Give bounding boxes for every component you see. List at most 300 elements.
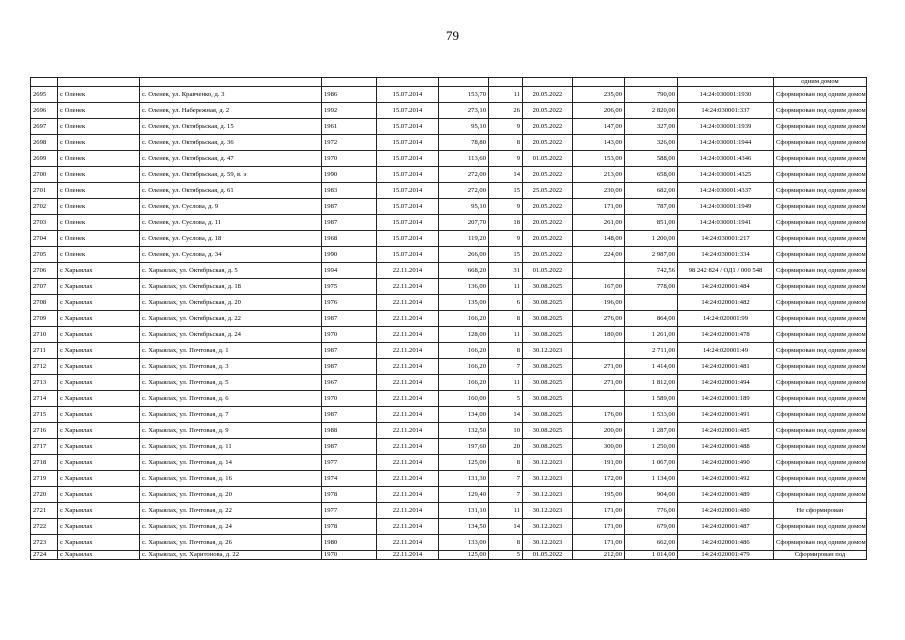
cadastral-number-cell: 14:24:030001:1949 (678, 199, 774, 215)
inspection-date-cell: 30.08.2025 (523, 311, 573, 327)
value-b-cell: 1 287,00 (625, 423, 678, 439)
row-number-cell: 2712 (31, 359, 58, 375)
address-cell: с. Харыялах, ул. Почтовая, д. 1 (140, 343, 322, 359)
value-a-cell: 195,00 (573, 487, 625, 503)
reg-date-cell: 22.11.2014 (377, 455, 439, 471)
unit-count-cell: 11 (489, 279, 523, 295)
area-cell: 166,20 (439, 343, 489, 359)
value-b-cell: 1 589,00 (625, 391, 678, 407)
reg-date-cell: 15.07.2014 (377, 87, 439, 103)
address-cell: с. Харыялах, ул. Октябрьская, д. 24 (140, 327, 322, 343)
locality-cell: с Оленек (58, 135, 140, 151)
land-status-cell: Сформирован под (774, 551, 867, 560)
build-year-cell: 1970 (322, 151, 377, 167)
value-a-cell: 200,00 (573, 423, 625, 439)
page-number: 79 (446, 28, 459, 43)
inspection-date-cell: 01.05.2022 (523, 151, 573, 167)
reg-date-cell: 15.07.2014 (377, 231, 439, 247)
value-b-cell: 1 067,00 (625, 455, 678, 471)
value-b-cell: 326,00 (625, 135, 678, 151)
land-status-cell: Сформирован под одним домом (774, 215, 867, 231)
build-year-cell: 1987 (322, 359, 377, 375)
cadastral-number-cell: 14:24:020001:189 (678, 391, 774, 407)
build-year-cell: 1987 (322, 199, 377, 215)
address-cell: с. Харыялах, ул. Почтовая, д. 11 (140, 439, 322, 455)
area-cell: 134,50 (439, 519, 489, 535)
inspection-date-cell: 20.05.2022 (523, 119, 573, 135)
address-cell: с. Харыялах, ул. Почтовая, д. 22 (140, 503, 322, 519)
area-cell: 134,00 (439, 407, 489, 423)
row-number-cell: 2724 (31, 551, 58, 560)
land-status-cell: Сформирован под одним домом (774, 199, 867, 215)
reg-date-cell: 22.11.2014 (377, 279, 439, 295)
value-b-cell: 1 250,00 (625, 439, 678, 455)
build-year-cell: 1987 (322, 215, 377, 231)
row-number-cell: 2702 (31, 199, 58, 215)
area-cell: 95,10 (439, 119, 489, 135)
unit-count-cell: 11 (489, 503, 523, 519)
inspection-date-cell: 30.12.2023 (523, 471, 573, 487)
row-number-cell: 2704 (31, 231, 58, 247)
value-a-cell: 300,00 (573, 439, 625, 455)
build-year-cell: 1983 (322, 183, 377, 199)
land-status-cell: Сформирован под одним домом (774, 103, 867, 119)
row-number-cell: 2715 (31, 407, 58, 423)
build-year-cell: 1978 (322, 519, 377, 535)
table-row (31, 359, 867, 375)
value-a-cell (573, 263, 625, 279)
value-b-cell: 2 820,00 (625, 103, 678, 119)
address-cell: с. Харыялах, ул. Почтовая, д. 16 (140, 471, 322, 487)
area-cell: 668,20 (439, 263, 489, 279)
unit-count-cell: 8 (489, 535, 523, 551)
table-row (31, 439, 867, 455)
cadastral-number-cell: 14:24:020001:485 (678, 423, 774, 439)
address-cell: с. Оленек, ул. Октябрьская, д. 36 (140, 135, 322, 151)
area-cell: 166,20 (439, 311, 489, 327)
row-number-cell: 2710 (31, 327, 58, 343)
value-b-cell: 1 134,00 (625, 471, 678, 487)
reg-date-cell: 22.11.2014 (377, 423, 439, 439)
value-a-cell: 180,00 (573, 327, 625, 343)
table-row (31, 391, 867, 407)
area-cell: 78,80 (439, 135, 489, 151)
inspection-date-cell: 01.05.2022 (523, 263, 573, 279)
value-b-cell: 778,00 (625, 279, 678, 295)
address-cell: с. Харыялах, ул. Почтовая, д. 7 (140, 407, 322, 423)
inspection-date-cell: 20.05.2022 (523, 199, 573, 215)
area-cell: 125,00 (439, 455, 489, 471)
area-cell: 197,60 (439, 439, 489, 455)
locality-cell: с Харыялах (58, 503, 140, 519)
reg-date-cell: 22.11.2014 (377, 295, 439, 311)
locality-cell: с Оленек (58, 119, 140, 135)
table-row (31, 231, 867, 247)
locality-cell: с Оленек (58, 103, 140, 119)
cadastral-number-cell: 14:24:020001:478 (678, 327, 774, 343)
address-cell: с. Оленек, ул. Кравченко, д. 3 (140, 87, 322, 103)
inspection-date-cell: 30.12.2023 (523, 535, 573, 551)
land-status-cell: Сформирован под одним домом (774, 471, 867, 487)
unit-count-cell: 8 (489, 311, 523, 327)
cadastral-number-cell: 14:24:030001:217 (678, 231, 774, 247)
inspection-date-cell: 30.12.2023 (523, 487, 573, 503)
table-row (31, 263, 867, 279)
table-row (31, 199, 867, 215)
row-number-cell: 2714 (31, 391, 58, 407)
table-row (31, 279, 867, 295)
unit-count-cell: 14 (489, 167, 523, 183)
unit-count-cell: 7 (489, 471, 523, 487)
value-b-cell: 904,00 (625, 487, 678, 503)
value-a-cell: 230,00 (573, 183, 625, 199)
value-a-cell: 148,00 (573, 231, 625, 247)
inspection-date-cell: 30.12.2023 (523, 519, 573, 535)
locality-cell: с Оленек (58, 199, 140, 215)
table-row (31, 215, 867, 231)
unit-count-cell: 7 (489, 359, 523, 375)
value-a-cell: 213,00 (573, 167, 625, 183)
build-year-cell: 1986 (322, 87, 377, 103)
cadastral-number-cell: 14:24:020001:484 (678, 279, 774, 295)
reg-date-cell: 22.11.2014 (377, 471, 439, 487)
build-year-cell: 1987 (322, 439, 377, 455)
build-year-cell: 1970 (322, 551, 377, 560)
inspection-date-cell: 30.08.2025 (523, 375, 573, 391)
value-b-cell: 851,00 (625, 215, 678, 231)
value-a-cell: 271,00 (573, 375, 625, 391)
value-a-cell: 172,00 (573, 471, 625, 487)
build-year-cell: 1987 (322, 407, 377, 423)
locality-cell: с Харыялах (58, 455, 140, 471)
unit-count-cell: 15 (489, 247, 523, 263)
address-cell: с. Харыялах, ул. Почтовая, д. 9 (140, 423, 322, 439)
cadastral-number-cell: 14:24:030001:1939 (678, 119, 774, 135)
value-b-cell: 1 200,00 (625, 231, 678, 247)
reg-date-cell: 15.07.2014 (377, 167, 439, 183)
inspection-date-cell: 30.08.2025 (523, 295, 573, 311)
housing-registry-table (30, 77, 867, 560)
inspection-date-cell: 20.05.2022 (523, 103, 573, 119)
value-a-cell: 171,00 (573, 535, 625, 551)
land-status-cell: Сформирован под одним домом (774, 343, 867, 359)
inspection-date-cell: 30.08.2025 (523, 439, 573, 455)
address-cell: с. Харыялах, ул. Почтовая, д. 5 (140, 375, 322, 391)
reg-date-cell: 22.11.2014 (377, 503, 439, 519)
locality-cell: с Харыялах (58, 279, 140, 295)
area-cell: 272,00 (439, 167, 489, 183)
cadastral-number-cell: 14:24:020001:492 (678, 471, 774, 487)
cadastral-number-cell: 14:24:020001:481 (678, 359, 774, 375)
value-a-cell: 147,00 (573, 119, 625, 135)
row-number-cell: 2706 (31, 263, 58, 279)
inspection-date-cell: 20.05.2022 (523, 87, 573, 103)
unit-count-cell: 5 (489, 391, 523, 407)
unit-count-cell: 18 (489, 215, 523, 231)
inspection-date-cell: 30.08.2025 (523, 359, 573, 375)
table-row (31, 87, 867, 103)
unit-count-cell: 26 (489, 103, 523, 119)
land-status-cell: Сформирован под одним домом (774, 455, 867, 471)
address-cell: с. Оленек, ул. Октябрьская, д. 47 (140, 151, 322, 167)
unit-count-cell: 5 (489, 551, 523, 560)
unit-count-cell: 9 (489, 231, 523, 247)
value-a-cell: 196,00 (573, 295, 625, 311)
land-status-cell: Сформирован под одним домом (774, 407, 867, 423)
build-year-cell: 1990 (322, 247, 377, 263)
locality-cell: с Оленек (58, 183, 140, 199)
build-year-cell: 1992 (322, 103, 377, 119)
value-b-cell: 327,00 (625, 119, 678, 135)
inspection-date-cell: 20.05.2022 (523, 135, 573, 151)
reg-date-cell: 15.07.2014 (377, 151, 439, 167)
build-year-cell: 1975 (322, 279, 377, 295)
table-row (31, 103, 867, 119)
inspection-date-cell: 25.05.2022 (523, 183, 573, 199)
reg-date-cell: 22.11.2014 (377, 327, 439, 343)
unit-count-cell: 6 (489, 295, 523, 311)
area-cell: 166,20 (439, 375, 489, 391)
row-number-cell: 2703 (31, 215, 58, 231)
locality-cell: с Харыялах (58, 311, 140, 327)
reg-date-cell: 22.11.2014 (377, 439, 439, 455)
cadastral-number-cell: 98 242 824 / ОД1 / 000 548 (678, 263, 774, 279)
reg-date-cell: 22.11.2014 (377, 263, 439, 279)
area-cell: 95,10 (439, 199, 489, 215)
land-status-cell: Сформирован под одним домом (774, 279, 867, 295)
table-row (31, 471, 867, 487)
locality-cell: с Оленек (58, 167, 140, 183)
value-b-cell: 588,00 (625, 151, 678, 167)
value-b-cell: 1 812,00 (625, 375, 678, 391)
locality-cell: с Харыялах (58, 519, 140, 535)
table-row (31, 119, 867, 135)
unit-count-cell: 20 (489, 439, 523, 455)
address-cell: с. Оленек, ул. Суслова, д. 18 (140, 231, 322, 247)
inspection-date-cell: 30.08.2025 (523, 327, 573, 343)
row-number-cell: 2699 (31, 151, 58, 167)
locality-cell: с Оленек (58, 215, 140, 231)
value-b-cell: 658,00 (625, 167, 678, 183)
cadastral-number-cell: 14:24:030001:4346 (678, 151, 774, 167)
build-year-cell: 1976 (322, 295, 377, 311)
reg-date-cell: 22.11.2014 (377, 359, 439, 375)
table-row (31, 519, 867, 535)
land-status-cell: Сформирован под одним домом (774, 87, 867, 103)
value-b-cell: 776,00 (625, 503, 678, 519)
area-cell: 207,70 (439, 215, 489, 231)
cadastral-number-cell: 14:24:030001:4325 (678, 167, 774, 183)
value-a-cell: 191,00 (573, 455, 625, 471)
address-cell: с. Оленек, ул. Октябрьская, д. 15 (140, 119, 322, 135)
area-cell: 136,00 (439, 279, 489, 295)
status-cell: одним домом (774, 78, 867, 87)
cadastral-number-cell: 14:24:020001:488 (678, 439, 774, 455)
cadastral-number-cell: 14:24:030001:1941 (678, 215, 774, 231)
row-number-cell: 2722 (31, 519, 58, 535)
build-year-cell: 1968 (322, 231, 377, 247)
inspection-date-cell: 30.08.2025 (523, 391, 573, 407)
value-a-cell: 176,00 (573, 407, 625, 423)
table-row-continuation (31, 78, 867, 87)
table-row (31, 535, 867, 551)
value-a-cell (573, 343, 625, 359)
table-row (31, 423, 867, 439)
address-cell: с. Оленек, ул. Суслова, д. 9 (140, 199, 322, 215)
table-row (31, 375, 867, 391)
address-cell: с. Харыялах, ул. Октябрьская, д. 22 (140, 311, 322, 327)
table-row (31, 455, 867, 471)
address-cell: с. Харыялах, ул. Почтовая, д. 26 (140, 535, 322, 551)
build-year-cell: 1970 (322, 327, 377, 343)
reg-date-cell: 22.11.2014 (377, 311, 439, 327)
value-b-cell: 679,00 (625, 519, 678, 535)
unit-count-cell: 8 (489, 455, 523, 471)
value-a-cell: 271,00 (573, 359, 625, 375)
cadastral-number-cell: 14:24:030001:1930 (678, 87, 774, 103)
row-number-cell: 2705 (31, 247, 58, 263)
unit-count-cell: 9 (489, 199, 523, 215)
address-cell: с. Харыялах, ул. Октябрьская, д. 20 (140, 295, 322, 311)
area-cell: 135,00 (439, 295, 489, 311)
land-status-cell: Сформирован под одним домом (774, 183, 867, 199)
value-b-cell: 682,00 (625, 183, 678, 199)
address-cell: с. Оленек, ул. Набережная, д. 2 (140, 103, 322, 119)
value-a-cell: 153,00 (573, 151, 625, 167)
reg-date-cell: 22.11.2014 (377, 343, 439, 359)
cadastral-number-cell: 14:24:030001:4337 (678, 183, 774, 199)
land-status-cell: Сформирован под одним домом (774, 247, 867, 263)
build-year-cell: 1974 (322, 471, 377, 487)
value-a-cell: 276,00 (573, 311, 625, 327)
inspection-date-cell: 30.12.2023 (523, 343, 573, 359)
cadastral-number-cell: 14:24:020001:480 (678, 503, 774, 519)
reg-date-cell: 22.11.2014 (377, 551, 439, 560)
locality-cell: с Харыялах (58, 391, 140, 407)
area-cell: 166,20 (439, 359, 489, 375)
locality-cell: с Харыялах (58, 551, 140, 560)
reg-date-cell: 22.11.2014 (377, 535, 439, 551)
value-b-cell: 662,00 (625, 535, 678, 551)
locality-cell: с Харыялах (58, 359, 140, 375)
locality-cell: с Харыялах (58, 327, 140, 343)
build-year-cell: 1990 (322, 167, 377, 183)
cadastral-number-cell: 14:24:020001:489 (678, 487, 774, 503)
unit-count-cell: 31 (489, 263, 523, 279)
land-status-cell: Сформирован под одним домом (774, 311, 867, 327)
row-number-cell: 2711 (31, 343, 58, 359)
reg-date-cell: 15.07.2014 (377, 183, 439, 199)
row-number-cell: 2709 (31, 311, 58, 327)
row-number-cell: 2696 (31, 103, 58, 119)
address-cell: с. Харыялах, ул. Почтовая, д. 6 (140, 391, 322, 407)
table-row (31, 343, 867, 359)
locality-cell: с Оленек (58, 231, 140, 247)
value-a-cell: 235,00 (573, 87, 625, 103)
build-year-cell: 1994 (322, 263, 377, 279)
reg-date-cell: 22.11.2014 (377, 519, 439, 535)
address-cell: с. Оленек, ул. Суслова, д. 34 (140, 247, 322, 263)
area-cell: 131,10 (439, 503, 489, 519)
locality-cell: с Харыялах (58, 423, 140, 439)
reg-date-cell: 22.11.2014 (377, 375, 439, 391)
land-status-cell: Сформирован под одним домом (774, 167, 867, 183)
cadastral-number-cell: 14:24:020001:487 (678, 519, 774, 535)
land-status-cell: Сформирован под одним домом (774, 327, 867, 343)
inspection-date-cell: 20.05.2022 (523, 167, 573, 183)
row-number-cell: 2700 (31, 167, 58, 183)
land-status-cell: Сформирован под одним домом (774, 391, 867, 407)
row-number-cell: 2695 (31, 87, 58, 103)
area-cell: 131,30 (439, 471, 489, 487)
area-cell: 160,00 (439, 391, 489, 407)
area-cell: 119,20 (439, 231, 489, 247)
unit-count-cell: 8 (489, 135, 523, 151)
table-row (31, 295, 867, 311)
row-number-cell: 2713 (31, 375, 58, 391)
table-row (31, 327, 867, 343)
cadastral-number-cell: 14:24:020001:99 (678, 311, 774, 327)
reg-date-cell: 22.11.2014 (377, 391, 439, 407)
land-status-cell: Сформирован под одним домом (774, 151, 867, 167)
build-year-cell: 1967 (322, 375, 377, 391)
address-cell: с. Харыялах, ул. Почтовая, д. 14 (140, 455, 322, 471)
inspection-date-cell: 01.05.2022 (523, 551, 573, 560)
value-a-cell: 143,00 (573, 135, 625, 151)
reg-date-cell: 22.11.2014 (377, 487, 439, 503)
value-b-cell: 1 533,00 (625, 407, 678, 423)
table-row (31, 135, 867, 151)
unit-count-cell: 9 (489, 119, 523, 135)
address-cell: с. Харыялах, ул. Октябрьская, д. 18 (140, 279, 322, 295)
land-status-cell: Сформирован под одним домом (774, 119, 867, 135)
address-cell: с. Оленек, ул. Суслова, д. 11 (140, 215, 322, 231)
row-number-cell: 2717 (31, 439, 58, 455)
inspection-date-cell: 30.12.2023 (523, 503, 573, 519)
value-b-cell: 2 987,00 (625, 247, 678, 263)
build-year-cell: 1978 (322, 487, 377, 503)
value-a-cell: 171,00 (573, 519, 625, 535)
cadastral-number-cell: 14:24:020001:49 (678, 343, 774, 359)
value-a-cell: 171,00 (573, 503, 625, 519)
value-a-cell: 167,00 (573, 279, 625, 295)
address-cell: с. Харыялах, ул. Почтовая, д. 24 (140, 519, 322, 535)
land-status-cell: Сформирован под одним домом (774, 295, 867, 311)
unit-count-cell: 15 (489, 183, 523, 199)
area-cell: 132,50 (439, 423, 489, 439)
locality-cell: с Харыялах (58, 375, 140, 391)
unit-count-cell: 7 (489, 487, 523, 503)
row-number-cell: 2701 (31, 183, 58, 199)
row-number-cell: 2718 (31, 455, 58, 471)
row-number-cell: 2720 (31, 487, 58, 503)
table-row (31, 151, 867, 167)
table-row (31, 183, 867, 199)
area-cell: 133,00 (439, 535, 489, 551)
value-b-cell: 864,00 (625, 311, 678, 327)
cadastral-number-cell: 14:24:030001:337 (678, 103, 774, 119)
inspection-date-cell: 30.08.2025 (523, 279, 573, 295)
value-b-cell: 1 414,00 (625, 359, 678, 375)
row-number-cell: 2707 (31, 279, 58, 295)
build-year-cell: 1987 (322, 343, 377, 359)
table-row (31, 247, 867, 263)
inspection-date-cell: 30.12.2023 (523, 455, 573, 471)
land-status-cell: Сформирован под одним домом (774, 263, 867, 279)
row-number-cell: 2698 (31, 135, 58, 151)
cadastral-number-cell: 14:24:020001:491 (678, 407, 774, 423)
address-cell: с. Харыялах, ул. Харитонова, д. 22 (140, 551, 322, 560)
